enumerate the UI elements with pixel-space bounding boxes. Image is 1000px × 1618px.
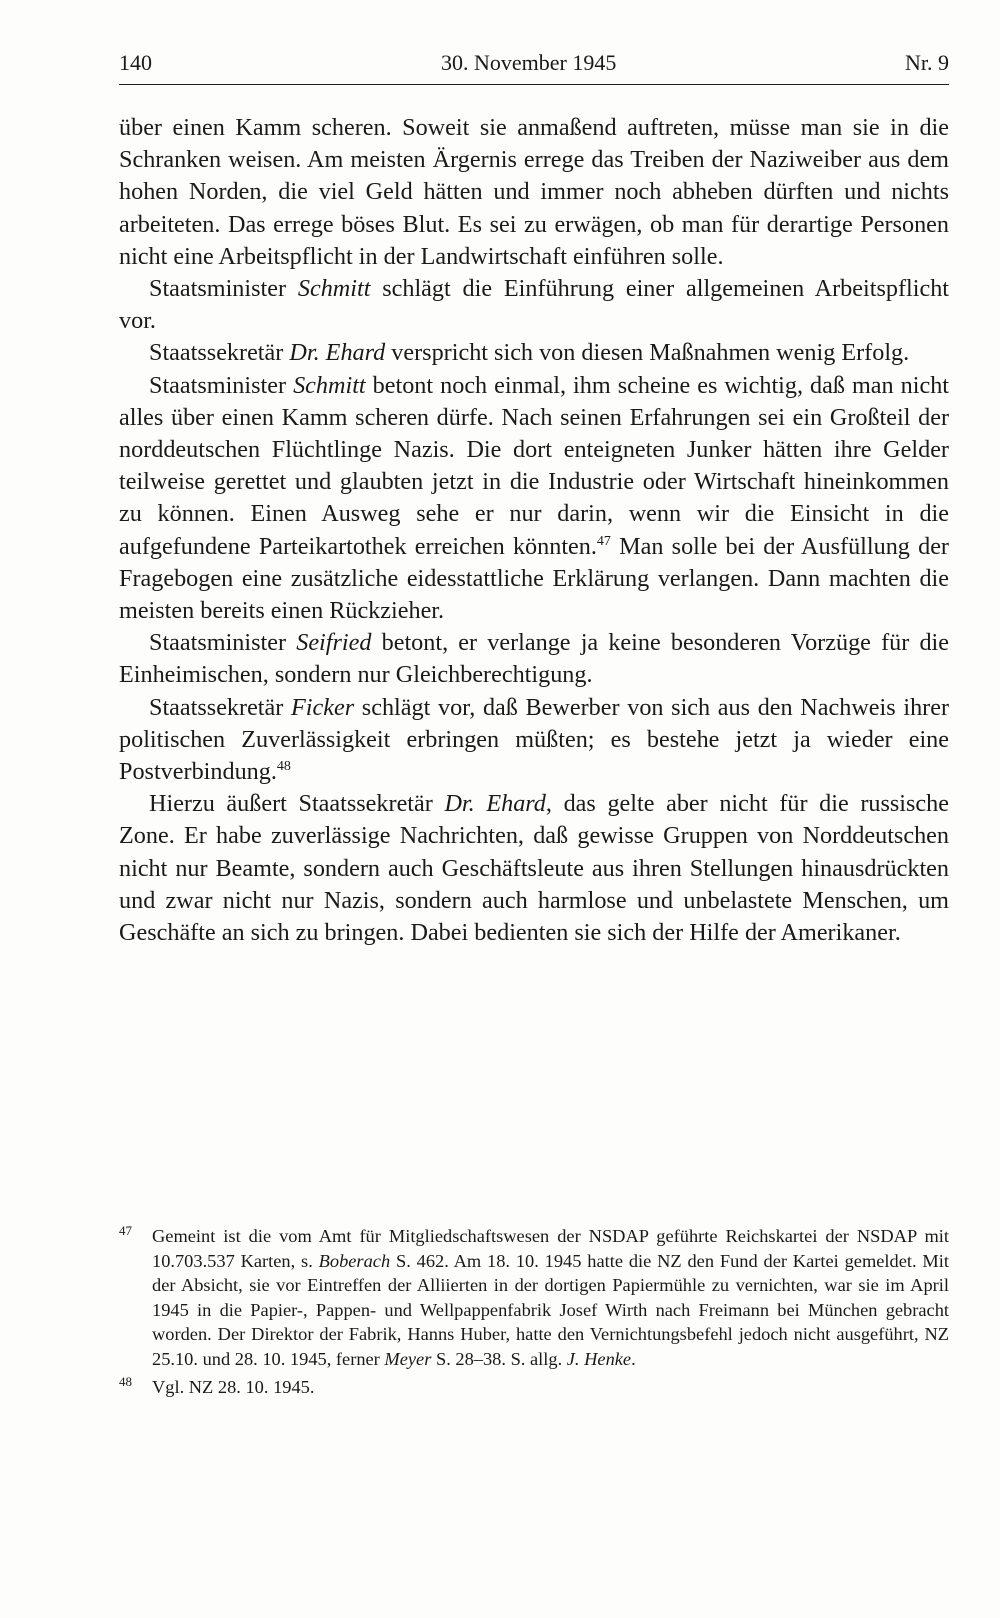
paragraph-text: , das gelte aber nicht für die russische Zone. Er habe zuverlässige Nachrichten, daß gewisse Gruppen von Norddeutschen nicht nur Beamte, sondern auch Geschäftsleute aus ihren Stellungen hinausdrückten und zwar nicht nur Nazis, sondern auch harmlose und unbelastete Menschen, um Geschäfte an sich zu bringen. Dabei bedienten sie sich der Hilfe der Amerikaner. bbox=[119, 790, 950, 947]
paragraph bbox=[119, 112, 949, 273]
footnote-text: S. 462. Am 18. 10. 1945 hatte die NZ den Fund der Kartei gemeldet. Mit der Absicht, sie vor Eintreffen der Alliierten in der dortigen Papiermühle zu vernichten, war sie im April 1945 in die Papier-, Pappen- und Wellpappenfabrik Josef Wirth nach Freimann bei München gebracht worden. Der Direktor der Fabrik, Hanns Huber, hatte den Vernichtungsbefehl jedoch nicht ausgeführt, NZ 25.10. und 28. 10. 1945, ferner bbox=[152, 1250, 949, 1369]
footnote-mark: 47 bbox=[119, 1223, 132, 1238]
footnote-mark: 48 bbox=[119, 1374, 132, 1389]
paragraph-text: über einen Kamm scheren. Soweit sie anmaßend auftreten, müsse man sie in die Schranken weisen. Am meisten Ärgernis errege das Treiben der Naziweiber aus dem hohen Norden, die viel Geld hätten und immer noch abheben dürften und nichts arbeiteten. Das errege böses Blut. Es sei zu erwägen, ob man für derartige Personen nicht eine Arbeitspflicht in der Landwirtschaft einführen solle. bbox=[119, 114, 949, 270]
footnote-reference[interactable]: 48 bbox=[276, 759, 291, 774]
paragraph-text: schlägt vor, daß Bewerber von sich aus den Nachweis ihrer politischen Zuverlässigkeit erbringen müßten; es bestehe jetzt ja wieder eine Postverbindung. bbox=[119, 693, 950, 786]
footnote-text: . bbox=[631, 1348, 636, 1369]
paragraph-text: Man solle bei der Ausfüllung der Fragebogen eine zusätzliche eidesstattliche Erklärung verlangen. Dann machten die meisten bereits einen Rückzieher. bbox=[119, 532, 949, 625]
paragraph-text: Staatssekretär bbox=[149, 339, 290, 367]
header-issue-number: Nr. 9 bbox=[905, 50, 949, 75]
running-header bbox=[119, 48, 949, 85]
speaker-name: Dr. Ehard bbox=[444, 790, 546, 818]
main-text bbox=[119, 112, 949, 949]
citation-author: Boberach bbox=[318, 1250, 391, 1271]
paragraph-text: verspricht sich von diesen Maßnahmen wenig Erfolg. bbox=[385, 339, 910, 367]
paragraph bbox=[119, 788, 949, 949]
footnote bbox=[119, 1224, 949, 1371]
footnote-text: S. 28–38. S. allg. bbox=[431, 1348, 567, 1369]
paragraph bbox=[119, 370, 949, 628]
footnote bbox=[119, 1375, 949, 1400]
header-date: 30. November 1945 bbox=[441, 50, 617, 75]
speaker-name: Seifried bbox=[296, 629, 372, 657]
paragraph-text: betont noch einmal, ihm scheine es wichtig, daß man nicht alles über einen Kamm scheren dürfe. Nach seinen Erfahrungen sei ein Großteil der norddeutschen Flüchtlinge Nazis. Die dort enteigneten Junker hätten ihre Gelder teilweise gerettet und glaubten jetzt in die Industrie oder Wirtschaft hineinkommen zu können. Einen Ausweg sehe er nur darin, wenn wir die Einsicht in die aufgefundene Parteikartothek erreichen könnten. bbox=[119, 371, 950, 560]
paragraph-text: Staatsminister bbox=[149, 371, 294, 399]
footnotes bbox=[119, 1224, 949, 1404]
speaker-name: Ficker bbox=[291, 693, 355, 721]
footnote-text: Vgl. NZ 28. 10. 1945. bbox=[152, 1377, 315, 1397]
paragraph-text: schlägt die Einführung einer allgemeinen Arbeitspflicht vor. bbox=[119, 275, 950, 335]
speaker-name: Schmitt bbox=[293, 371, 366, 399]
citation-author: Meyer bbox=[384, 1348, 432, 1369]
page-number: 140 bbox=[119, 50, 152, 75]
speaker-name: Schmitt bbox=[297, 275, 371, 303]
footnote-text: Gemeint ist die vom Amt für Mitgliedschaftswesen der NSDAP geführte Reichskartei der NSDAP mit 10.703.537 Karten, s. bbox=[152, 1226, 949, 1271]
paragraph-text: Staatsminister bbox=[149, 629, 297, 657]
paragraph bbox=[119, 627, 949, 691]
paragraph-text: Hierzu äußert Staatssekretär bbox=[149, 790, 445, 818]
paragraph-text: betont, er verlange ja keine besonderen Vorzüge für die Einheimischen, sondern nur Gleichberechtigung. bbox=[119, 629, 949, 689]
speaker-name: Dr. Ehard bbox=[289, 339, 386, 367]
footnote-reference[interactable]: 47 bbox=[596, 533, 611, 549]
paragraph-text: Staatssekretär bbox=[149, 693, 291, 721]
paragraph bbox=[119, 337, 949, 369]
paragraph bbox=[119, 692, 949, 789]
paragraph-text: Staatsminister bbox=[149, 275, 298, 303]
citation-author: J. Henke bbox=[566, 1348, 632, 1369]
paragraph bbox=[119, 273, 949, 337]
